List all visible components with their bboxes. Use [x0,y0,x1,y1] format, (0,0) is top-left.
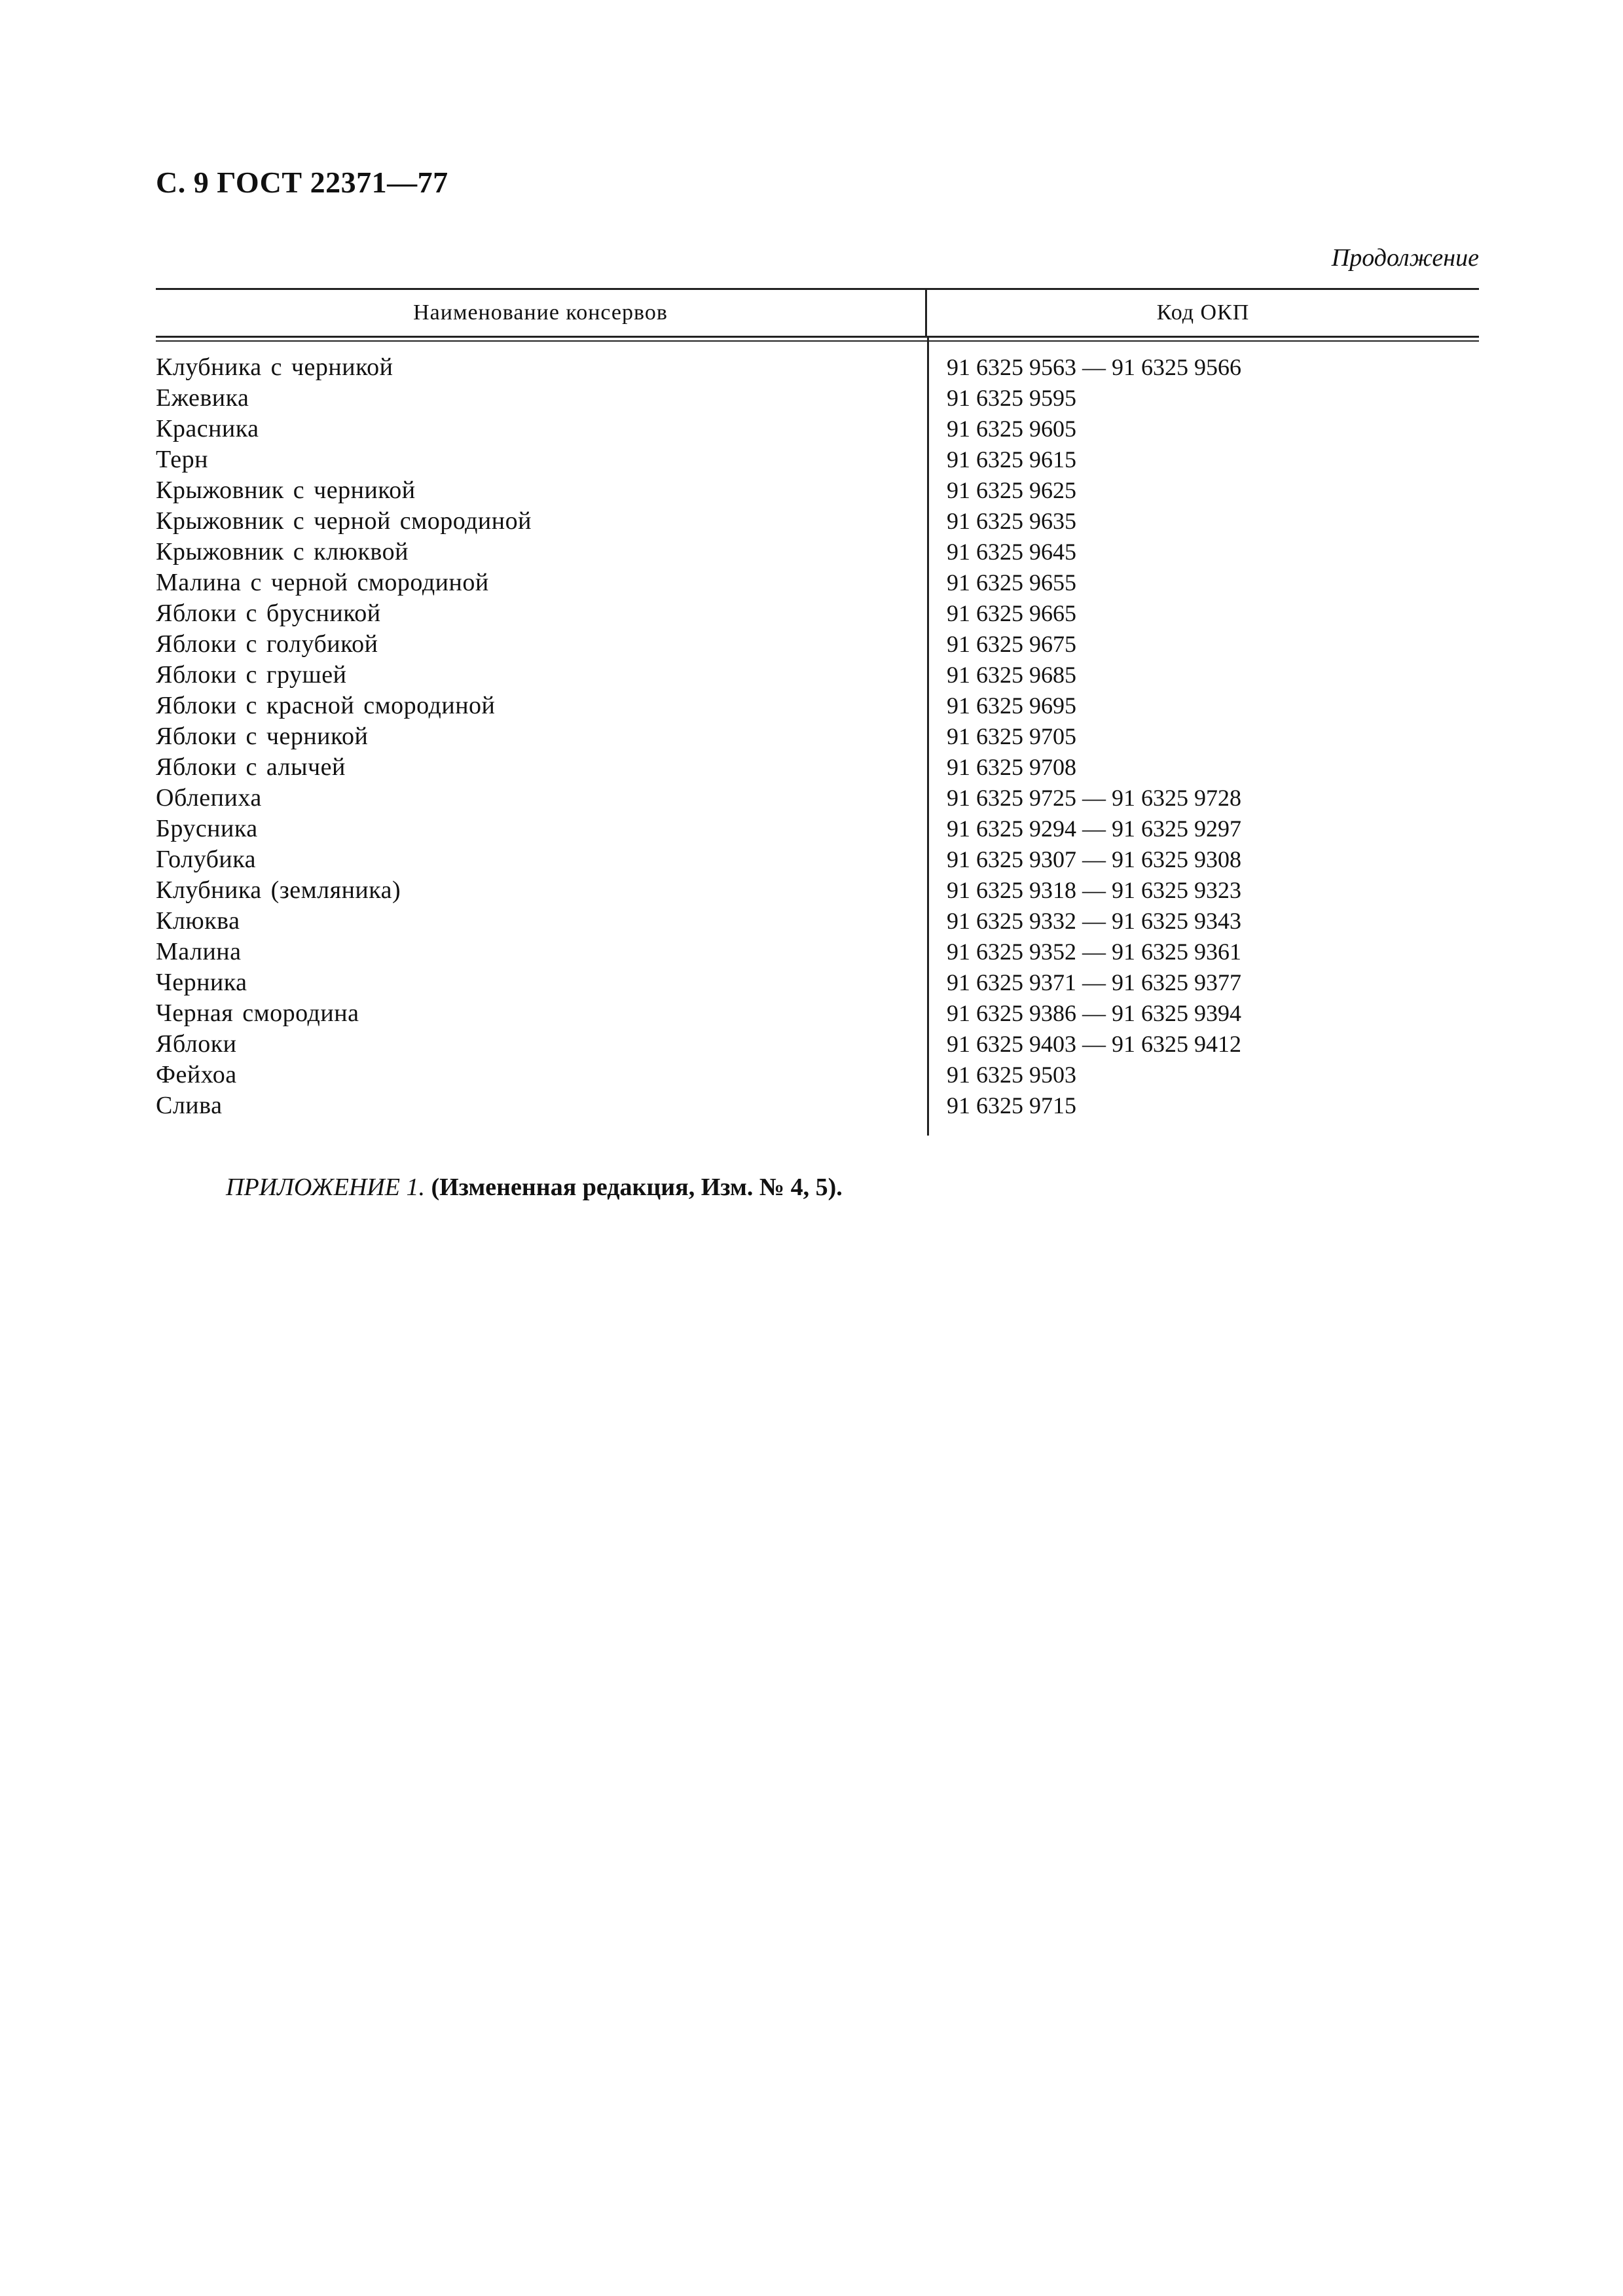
okp-code-cell: 91 6325 9675 [947,631,1076,657]
okp-code-cell: 91 6325 9695 [947,692,1076,719]
product-name-cell: Клубника с черникой [156,353,393,381]
table-row [156,1029,1479,1060]
product-name-cell: Черника [156,969,247,996]
product-name-cell: Яблоки с черникой [156,723,369,750]
product-name-cell: Малина с черной смородиной [156,569,489,596]
product-name-cell: Крыжовник с клюквой [156,538,409,565]
product-name-cell: Терн [156,446,208,473]
product-name-cell: Облепиха [156,784,262,812]
footnote-text: (Измененная редакция, Изм. № 4, 5). [431,1174,843,1201]
product-name-cell: Яблоки с голубикой [156,630,378,658]
column-header-name: Наименование консервов [156,290,927,336]
product-name-cell: Ежевика [156,384,249,412]
footnote-label: ПРИЛОЖЕНИЕ 1. [226,1174,425,1201]
table-row [156,906,1479,937]
table-row [156,383,1479,414]
table-row [156,537,1479,567]
table-row [156,1090,1479,1121]
okp-code-cell: 91 6325 9371 — 91 6325 9377 [947,969,1241,996]
product-name-cell: Черная смородина [156,999,359,1027]
column-header-code: Код ОКП [1156,300,1250,325]
page-header: С. 9 ГОСТ 22371—77 [156,166,448,199]
okp-code-cell: 91 6325 9386 — 91 6325 9394 [947,1000,1241,1026]
table-row [156,783,1479,814]
okp-code-cell: 91 6325 9665 [947,600,1076,626]
table-row [156,752,1479,783]
product-name-cell: Клюква [156,907,240,935]
table-row [156,721,1479,752]
table-row [156,967,1479,998]
okp-code-cell: 91 6325 9615 [947,446,1076,473]
table-row [156,814,1479,844]
table-row [156,475,1479,506]
okp-code-cell: 91 6325 9625 [947,477,1076,503]
table-row [156,844,1479,875]
okp-code-cell: 91 6325 9307 — 91 6325 9308 [947,846,1241,872]
table-header-row [156,290,1479,338]
okp-code-cell: 91 6325 9705 [947,723,1076,749]
table-row [156,567,1479,598]
table-body [156,338,1479,1136]
table-row [156,875,1479,906]
okp-code-cell: 91 6325 9294 — 91 6325 9297 [947,816,1241,842]
table-row [156,691,1479,721]
product-name-cell: Яблоки [156,1030,237,1058]
table-row [156,998,1479,1029]
okp-code-cell: 91 6325 9352 — 91 6325 9361 [947,939,1241,965]
okp-code-cell: 91 6325 9403 — 91 6325 9412 [947,1031,1241,1057]
table-row [156,598,1479,629]
table-row [156,414,1479,444]
okp-code-cell: 91 6325 9655 [947,569,1076,596]
product-code-table [156,288,1479,1136]
footnote [226,1173,843,1202]
table-row [156,629,1479,660]
okp-code-cell: 91 6325 9635 [947,508,1076,534]
table-row [156,660,1479,691]
table-row [156,1060,1479,1090]
okp-code-cell: 91 6325 9725 — 91 6325 9728 [947,785,1241,811]
continuation-label: Продолжение [1331,244,1479,272]
table-row [156,352,1479,383]
okp-code-cell: 91 6325 9595 [947,385,1076,411]
okp-code-cell: 91 6325 9708 [947,754,1076,780]
product-name-cell: Фейхоа [156,1061,237,1088]
product-name-cell: Красника [156,415,259,442]
table-row [156,444,1479,475]
okp-code-cell: 91 6325 9503 [947,1062,1076,1088]
table-row [156,506,1479,537]
product-name-cell: Яблоки с грушей [156,661,347,689]
okp-code-cell: 91 6325 9332 — 91 6325 9343 [947,908,1241,934]
table-row [156,937,1479,967]
okp-code-cell: 91 6325 9685 [947,662,1076,688]
product-name-cell: Клубника (земляника) [156,876,401,904]
product-name-cell: Крыжовник с черной смородиной [156,507,532,535]
product-name-cell: Брусника [156,815,258,842]
product-name-cell: Яблоки с красной смородиной [156,692,496,719]
product-name-cell: Яблоки с брусникой [156,600,381,627]
okp-code-cell: 91 6325 9563 — 91 6325 9566 [947,354,1241,380]
okp-code-cell: 91 6325 9715 [947,1092,1076,1119]
okp-code-cell: 91 6325 9605 [947,416,1076,442]
product-name-cell: Голубика [156,846,257,873]
product-name-cell: Яблоки с алычей [156,753,346,781]
product-name-cell: Слива [156,1092,223,1119]
okp-code-cell: 91 6325 9645 [947,539,1076,565]
product-name-cell: Крыжовник с черникой [156,476,416,504]
product-name-cell: Малина [156,938,242,965]
okp-code-cell: 91 6325 9318 — 91 6325 9323 [947,877,1241,903]
